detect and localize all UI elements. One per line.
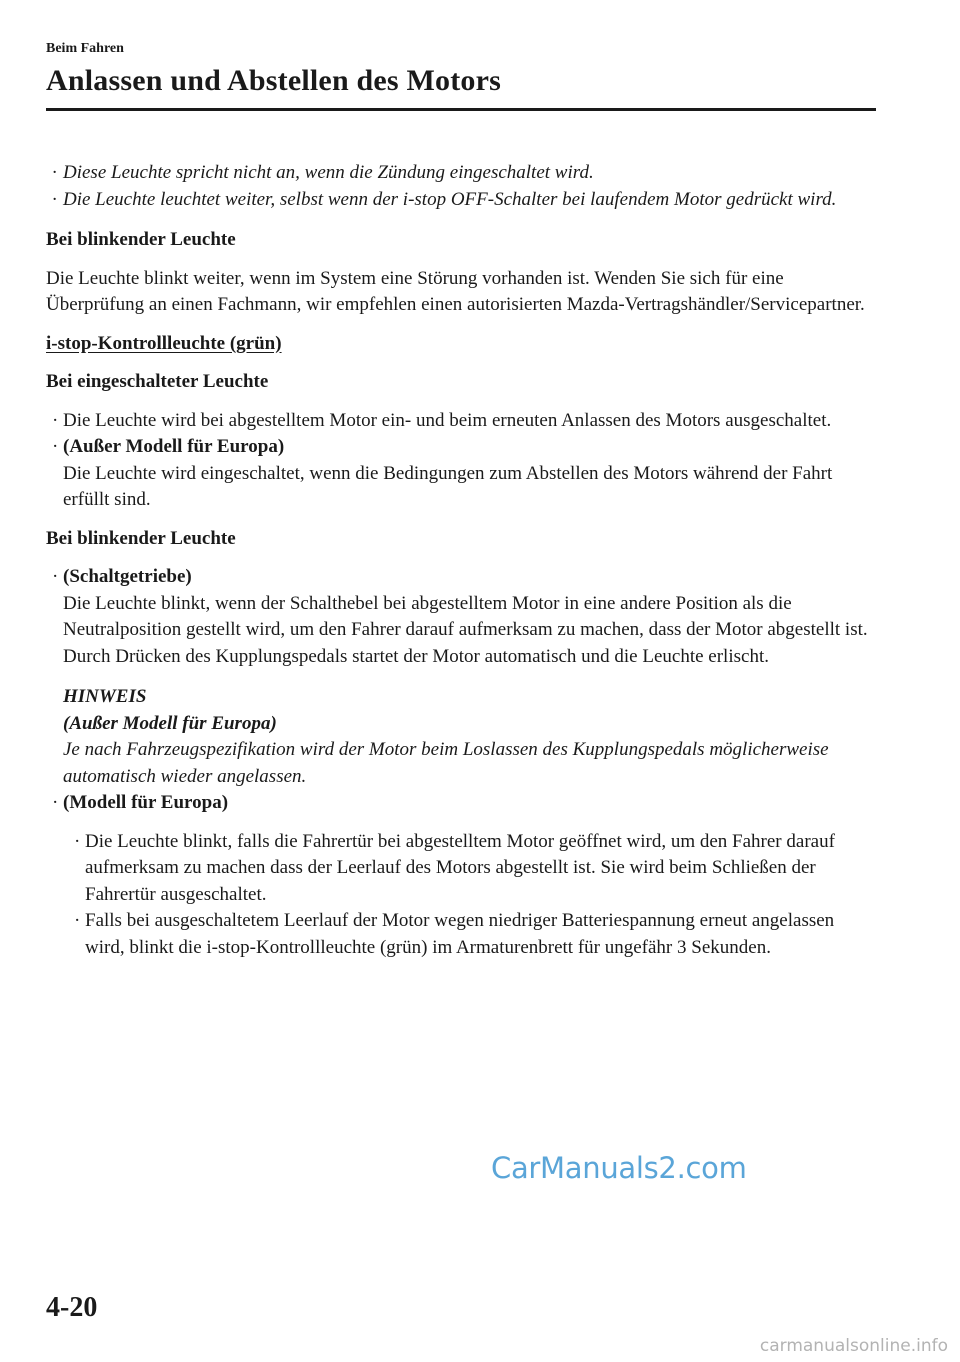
list-item xyxy=(68,829,876,909)
list-item xyxy=(46,160,876,187)
bullet-marker: · xyxy=(74,830,81,852)
bullet-text: Die Leuchte blinkt, wenn der Schalthebel bei abgestelltem Motor in eine andere Position als die Neutralposition gestellt wird, um den Fahrer darauf aufmerksam zu machen, dass der Motor abgestellt ist. xyxy=(63,592,868,640)
note-label: HINWEIS xyxy=(63,686,147,707)
note-title: (Außer Modell für Europa) xyxy=(63,712,277,734)
list-item xyxy=(46,790,876,817)
header-rule xyxy=(46,108,876,111)
bullet-marker: · xyxy=(52,409,59,431)
page-title: Anlassen und Abstellen des Motors xyxy=(46,64,502,97)
bullet-text: Durch Drücken des Kupplungspedals startet der Motor automatisch und die Leuchte erlischt. xyxy=(63,645,769,667)
bullet-marker: · xyxy=(52,162,57,183)
bullet-text: Die Leuchte wird eingeschaltet, wenn die Bedingungen zum Abstellen des Motors während der Fahrt erfüllt sind. xyxy=(63,462,833,510)
section-heading: Bei blinkender Leuchte xyxy=(46,527,236,549)
page-header xyxy=(46,40,876,111)
list-item xyxy=(46,434,876,514)
bullet-text: Falls bei ausgeschaltetem Leerlauf der Motor wegen niedriger Batteriespannung erneut angelassen wird, blinkt die i-stop-Kontrollleuchte (grün) im Armaturenbrett für ungefähr 3 Sekunden. xyxy=(85,910,835,958)
note-text: Je nach Fahrzeugspezifikation wird der Motor beim Loslassen des Kupplungspedals möglicherweise automatisch wieder angelassen. xyxy=(63,739,829,787)
bullet-text: Diese Leuchte spricht nicht an, wenn die Zündung eingeschaltet wird. xyxy=(63,162,594,183)
list-item xyxy=(46,564,876,670)
section-heading-underlined: i-stop-Kontrollleuchte (grün) xyxy=(46,332,282,354)
bullet-title: (Schaltgetriebe) xyxy=(63,566,192,587)
list-item xyxy=(68,908,876,961)
footer-watermark: carmanualsonline.info xyxy=(759,1336,948,1356)
bullet-title: (Außer Modell für Europa) xyxy=(63,436,285,457)
section-heading: Bei blinkender Leuchte xyxy=(46,229,236,250)
note-box xyxy=(63,684,876,790)
bullet-text: Die Leuchte leuchtet weiter, selbst wenn der i-stop OFF-Schalter bei laufendem Motor gedrückt wird. xyxy=(63,188,837,210)
bullet-title: (Modell für Europa) xyxy=(63,792,229,813)
bullet-marker: · xyxy=(52,792,59,813)
section-label: Beim Fahren xyxy=(46,41,124,56)
list-item xyxy=(46,408,876,435)
bullet-text: Die Leuchte wird bei abgestelltem Motor ein- und beim erneuten Anlassen des Motors ausgeschaltet. xyxy=(63,409,832,431)
bullet-marker: · xyxy=(74,910,81,931)
paragraph: Die Leuchte blinkt weiter, wenn im System eine Störung vorhanden ist. Wenden Sie sich für eine Überprüfung an einen Fachmann, wir empfehlen einen autorisierten Mazda-Vertragshändler/Servicepartner. xyxy=(46,267,865,315)
section-heading: Bei eingeschalteter Leuchte xyxy=(46,371,269,392)
bullet-marker: · xyxy=(52,188,57,210)
page-number: 4-20 xyxy=(46,1292,98,1323)
watermark-logo: CarManuals2.com xyxy=(491,1151,747,1185)
page-content xyxy=(46,160,876,961)
list-item xyxy=(46,187,876,214)
bullet-marker: · xyxy=(52,436,59,457)
bullet-text: Die Leuchte blinkt, falls die Fahrertür bei abgestelltem Motor geöffnet wird, um den Fahrer darauf aufmerksam zu machen dass der Leerlauf des Motors abgestellt ist. Sie wird beim Schließen der Fahrertür ausgeschaltet. xyxy=(85,830,835,905)
bullet-marker: · xyxy=(52,566,59,587)
